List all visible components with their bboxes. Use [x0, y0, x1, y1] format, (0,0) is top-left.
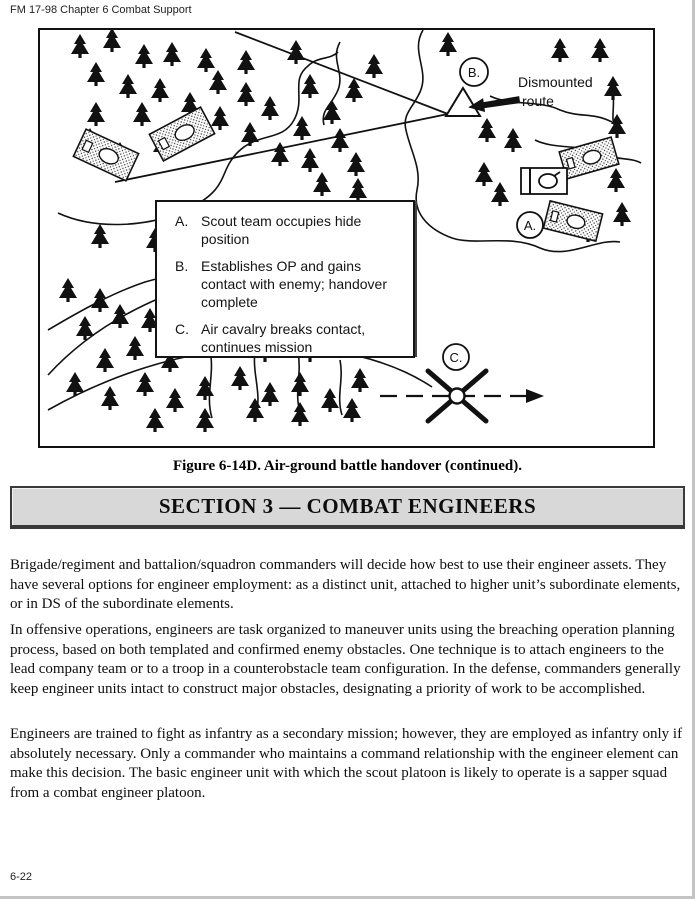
paragraph-1: Brigade/regiment and battalion/squadron commanders will decide how best to use their engineer assets. They have several options for engineer employment: as a distinct unit, attached to higher unit’s subordinate elements, or in DS of the subordinate elements. [10, 557, 681, 612]
section-banner [10, 486, 685, 529]
legend-text: Scout team occupies hide position [201, 213, 362, 247]
point-a-marker [517, 212, 543, 238]
figure-legend [155, 200, 415, 358]
paragraph-2: In offensive operations, engineers are task organized to maneuver units using the breaching operation planning process, based on both templated and confirmed enemy obstacles. One technique is to attach engineers to the lead company team or to a troop in a counterobstacle team configuration. In the defense, commanders generally keep engineer units intact to construct major obstacles, designating a priority of work to be accomplished. [10, 622, 681, 697]
legend-item-c [175, 320, 413, 356]
paragraph-3: Engineers are trained to fight as infantry as a secondary mission; however, they are employed as infantry only if absolutely necessary. Only a commander who maintains a command relationship with the engineer element can make this decision. The basic engineer unit with which the scout platoon is likely to operate is a sapper squad from a combat engineer platoon. [10, 726, 683, 801]
dismounted-route-label-1: Dismounted [518, 74, 593, 90]
figure-caption: Figure 6-14D. Air-ground battle handover (continued). [172, 458, 523, 474]
point-b-marker [460, 58, 488, 86]
tank-symbol [521, 168, 567, 194]
helicopter-symbol [380, 371, 544, 421]
legend-letter: B. [175, 258, 189, 274]
dismounted-route-label-2: route [522, 93, 554, 109]
point-c-label: C. [449, 350, 463, 365]
vehicle-camo-1 [73, 129, 138, 181]
point-b-label: B. [467, 65, 481, 80]
legend-item-b [175, 257, 413, 311]
legend-item-a [175, 212, 413, 248]
vehicle-camo-2 [149, 107, 214, 161]
page-number: 6-22 [10, 871, 33, 883]
legend-text: Establishes OP and gains contact with enemy; handover complete [201, 258, 387, 310]
op-triangle [446, 88, 480, 116]
legend-text: Air cavalry breaks contact, continues mission [201, 321, 366, 355]
section-title: SECTION 3 — COMBAT ENGINEERS [158, 494, 537, 518]
figure-6-14d [38, 28, 655, 448]
legend-letter: A. [175, 213, 189, 229]
vehicle-camo-4 [543, 201, 602, 241]
vehicle-camo-3 [559, 137, 619, 179]
legend-letter: C. [175, 321, 189, 337]
page-header: FM 17-98 Chapter 6 Combat Support [10, 4, 192, 16]
point-c-marker [443, 344, 469, 370]
point-a-label: A. [523, 218, 537, 233]
